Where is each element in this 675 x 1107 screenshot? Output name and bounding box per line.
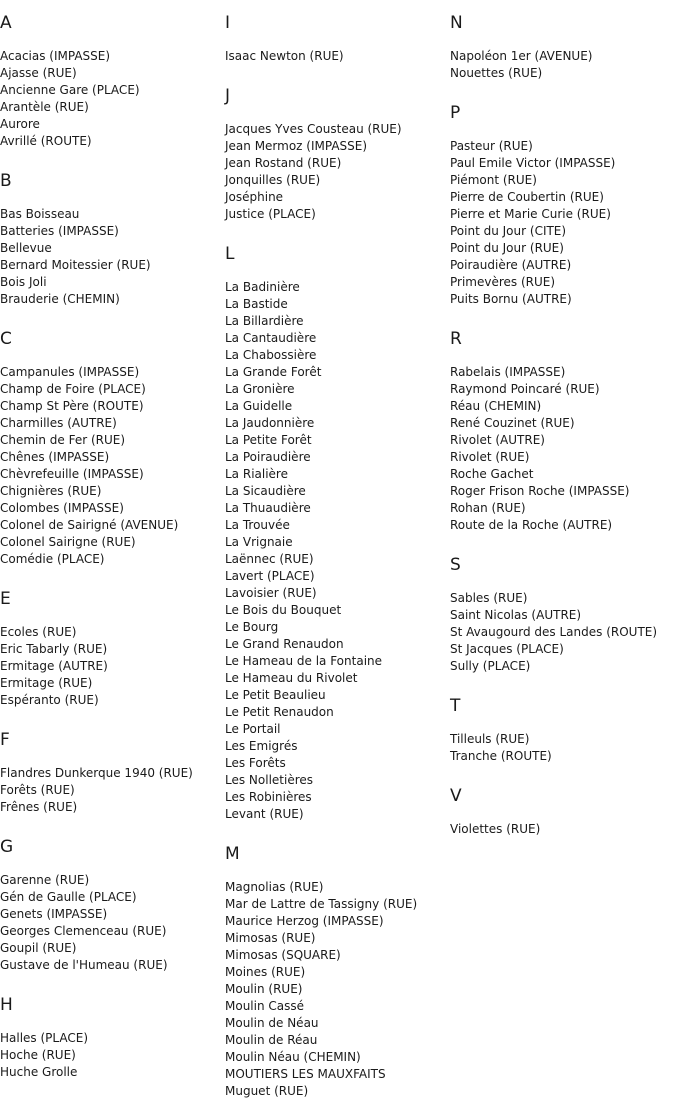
street-item: Route de la Roche (AUTRE) xyxy=(450,518,613,532)
street-item: Avrillé (ROUTE) xyxy=(0,134,92,148)
street-item: Rivolet (AUTRE) xyxy=(450,433,545,447)
street-item: Puits Bornu (AUTRE) xyxy=(450,292,572,306)
street-item: Le Petit Renaudon xyxy=(225,705,334,719)
letter-heading: S xyxy=(450,555,461,575)
street-item: La Vrignaie xyxy=(225,535,293,549)
street-item: La Guidelle xyxy=(225,399,293,413)
letter-group-l xyxy=(225,243,447,823)
letter-heading: A xyxy=(0,13,12,33)
street-item: Le Petit Beaulieu xyxy=(225,688,326,702)
street-item: La Bastide xyxy=(225,297,288,311)
street-item: Réau (CHEMIN) xyxy=(450,399,542,413)
street-item: Aurore xyxy=(0,117,40,131)
street-item: La Rialière xyxy=(225,467,288,481)
street-item: Eric Tabarly (RUE) xyxy=(0,642,108,656)
street-item: Chemin de Fer (RUE) xyxy=(0,433,126,447)
street-item: Levant (RUE) xyxy=(225,807,304,821)
street-item: Jonquilles (RUE) xyxy=(225,173,321,187)
street-item: Les Robinières xyxy=(225,790,312,804)
street-item: Tranche (ROUTE) xyxy=(450,749,552,763)
street-item: Napoléon 1er (AVENUE) xyxy=(450,49,593,63)
street-item: Chèvrefeuille (IMPASSE) xyxy=(0,467,144,481)
street-item: Arantèle (RUE) xyxy=(0,100,89,114)
street-item: Pierre et Marie Curie (RUE) xyxy=(450,207,611,221)
letter-group-h xyxy=(0,994,222,1081)
street-item: Tilleuls (RUE) xyxy=(450,732,530,746)
street-item: Le Hameau de la Fontaine xyxy=(225,654,383,668)
street-item: Maurice Herzog (IMPASSE) xyxy=(225,914,384,928)
street-item: Moulin de Néau xyxy=(225,1016,319,1030)
street-item: St Avaugourd des Landes (ROUTE) xyxy=(450,625,658,639)
street-item: Sables (RUE) xyxy=(450,591,528,605)
street-list xyxy=(0,364,222,568)
street-item: Georges Clemenceau (RUE) xyxy=(0,924,167,938)
street-item: Roger Frison Roche (IMPASSE) xyxy=(450,484,630,498)
street-item: Chênes (IMPASSE) xyxy=(0,450,110,464)
street-item: Les Forêts xyxy=(225,756,286,770)
street-item: La Badinière xyxy=(225,280,300,294)
street-item: St Jacques (PLACE) xyxy=(450,642,564,656)
street-item: Hoche (RUE) xyxy=(0,1048,76,1062)
street-item: Piémont (RUE) xyxy=(450,173,537,187)
street-item: Les Nolletières xyxy=(225,773,314,787)
street-item: Les Emigrés xyxy=(225,739,298,753)
letter-heading: T xyxy=(450,696,461,716)
street-item: Primevères (RUE) xyxy=(450,275,556,289)
street-item: Nouettes (RUE) xyxy=(450,66,543,80)
letter-group-i xyxy=(225,12,447,65)
street-item: Gén de Gaulle (PLACE) xyxy=(0,890,137,904)
letter-group-c xyxy=(0,328,222,568)
street-item: La Billardière xyxy=(225,314,304,328)
street-item: Campanules (IMPASSE) xyxy=(0,365,140,379)
street-list xyxy=(450,138,672,308)
street-item: La Grande Forêt xyxy=(225,365,322,379)
column-1 xyxy=(0,12,222,1081)
street-list xyxy=(225,279,447,823)
street-item: Point du Jour (RUE) xyxy=(450,241,564,255)
street-item: Goupil (RUE) xyxy=(0,941,77,955)
street-item: Ermitage (AUTRE) xyxy=(0,659,108,673)
letter-heading: H xyxy=(0,995,13,1015)
letter-heading: M xyxy=(225,844,240,864)
street-item: Jean Mermoz (IMPASSE) xyxy=(225,139,368,153)
street-item: Paul Emile Victor (IMPASSE) xyxy=(450,156,616,170)
street-item: Acacias (IMPASSE) xyxy=(0,49,111,63)
street-item: Isaac Newton (RUE) xyxy=(225,49,344,63)
street-item: Huche Grolle xyxy=(0,1065,78,1079)
street-item: Forêts (RUE) xyxy=(0,783,75,797)
street-item: Le Bois du Bouquet xyxy=(225,603,342,617)
letter-group-s xyxy=(450,554,672,675)
street-item: Rabelais (IMPASSE) xyxy=(450,365,566,379)
street-item: Rivolet (RUE) xyxy=(450,450,530,464)
street-item: Ajasse (RUE) xyxy=(0,66,77,80)
letter-heading: P xyxy=(450,103,461,123)
street-item: Mimosas (RUE) xyxy=(225,931,316,945)
letter-heading: C xyxy=(0,329,12,349)
street-item: Bois Joli xyxy=(0,275,47,289)
street-item: Laënnec (RUE) xyxy=(225,552,314,566)
street-item: Espéranto (RUE) xyxy=(0,693,99,707)
letter-heading: F xyxy=(0,730,10,750)
street-item: Mar de Lattre de Tassigny (RUE) xyxy=(225,897,418,911)
street-item: Pierre de Coubertin (RUE) xyxy=(450,190,604,204)
letter-heading: N xyxy=(450,13,463,33)
street-item: Moulin Cassé xyxy=(225,999,305,1013)
street-item: René Couzinet (RUE) xyxy=(450,416,575,430)
street-item: Bellevue xyxy=(0,241,52,255)
street-item: Genets (IMPASSE) xyxy=(0,907,108,921)
street-item: Justice (PLACE) xyxy=(225,207,316,221)
street-item: Moulin Néau (CHEMIN) xyxy=(225,1050,361,1064)
street-item: La Petite Forêt xyxy=(225,433,312,447)
street-list xyxy=(225,121,447,223)
street-item: Moulin de Réau xyxy=(225,1033,318,1047)
letter-heading: L xyxy=(225,244,235,264)
street-item: MOUTIERS LES MAUXFAITS xyxy=(225,1067,386,1081)
letter-group-f xyxy=(0,729,222,816)
street-item: Lavert (PLACE) xyxy=(225,569,315,583)
letter-group-b xyxy=(0,170,222,308)
street-item: Bas Boisseau xyxy=(0,207,80,221)
street-item: Ancienne Gare (PLACE) xyxy=(0,83,140,97)
letter-group-a xyxy=(0,12,222,150)
street-item: Brauderie (CHEMIN) xyxy=(0,292,120,306)
street-item: Joséphine xyxy=(225,190,284,204)
letter-heading: G xyxy=(0,837,14,857)
street-list xyxy=(0,872,222,974)
letter-group-m xyxy=(225,843,447,1100)
street-item: Le Bourg xyxy=(225,620,279,634)
street-item: Poiraudière (AUTRE) xyxy=(450,258,572,272)
letter-group-e xyxy=(0,588,222,709)
street-item: Chignières (RUE) xyxy=(0,484,102,498)
street-item: Halles (PLACE) xyxy=(0,1031,89,1045)
street-item: Batteries (IMPASSE) xyxy=(0,224,119,238)
street-list xyxy=(0,206,222,308)
street-list xyxy=(225,879,447,1100)
street-item: Gustave de l'Humeau (RUE) xyxy=(0,958,168,972)
street-item: Rohan (RUE) xyxy=(450,501,526,515)
column-2 xyxy=(225,12,447,1100)
street-item: Lavoisier (RUE) xyxy=(225,586,317,600)
street-list xyxy=(450,590,672,675)
letter-group-g xyxy=(0,836,222,974)
letter-group-n xyxy=(450,12,672,82)
street-item: Muguet (RUE) xyxy=(225,1084,309,1098)
street-item: La Cantaudière xyxy=(225,331,317,345)
street-item: Champ St Père (ROUTE) xyxy=(0,399,144,413)
street-item: Le Portail xyxy=(225,722,281,736)
street-item: Sully (PLACE) xyxy=(450,659,531,673)
street-item: La Trouvée xyxy=(225,518,290,532)
street-item: Colonel de Sairigné (AVENUE) xyxy=(0,518,179,532)
street-item: Colonel Sairigne (RUE) xyxy=(0,535,136,549)
letter-heading: E xyxy=(0,589,11,609)
letter-heading: R xyxy=(450,329,462,349)
street-list xyxy=(225,48,447,65)
letter-group-t xyxy=(450,695,672,765)
street-list xyxy=(0,765,222,816)
street-item: Magnolias (RUE) xyxy=(225,880,324,894)
street-item: Violettes (RUE) xyxy=(450,822,541,836)
street-item: Frênes (RUE) xyxy=(0,800,78,814)
street-item: Garenne (RUE) xyxy=(0,873,90,887)
street-list xyxy=(0,624,222,709)
street-item: Point du Jour (CITE) xyxy=(450,224,567,238)
street-item: Charmilles (AUTRE) xyxy=(0,416,117,430)
street-item: La Jaudonnière xyxy=(225,416,315,430)
street-item: Flandres Dunkerque 1940 (RUE) xyxy=(0,766,193,780)
street-item: Ermitage (RUE) xyxy=(0,676,93,690)
street-list xyxy=(450,731,672,765)
street-item: Roche Gachet xyxy=(450,467,534,481)
street-item: La Poiraudière xyxy=(225,450,311,464)
street-item: La Chabossière xyxy=(225,348,317,362)
street-item: La Sicaudière xyxy=(225,484,306,498)
street-list xyxy=(450,48,672,82)
street-item: Moines (RUE) xyxy=(225,965,306,979)
letter-heading: V xyxy=(450,786,462,806)
letter-heading: J xyxy=(225,86,231,106)
street-item: Raymond Poincaré (RUE) xyxy=(450,382,600,396)
street-item: Saint Nicolas (AUTRE) xyxy=(450,608,582,622)
street-list xyxy=(0,1030,222,1081)
street-list xyxy=(0,48,222,150)
letter-group-v xyxy=(450,785,672,838)
letter-group-r xyxy=(450,328,672,534)
street-item: Le Grand Renaudon xyxy=(225,637,344,651)
letter-heading: I xyxy=(225,13,231,33)
street-item: Moulin (RUE) xyxy=(225,982,303,996)
street-list xyxy=(450,364,672,534)
street-item: Le Hameau du Rivolet xyxy=(225,671,358,685)
street-item: Champ de Foire (PLACE) xyxy=(0,382,146,396)
street-item: La Gronière xyxy=(225,382,295,396)
letter-group-p xyxy=(450,102,672,308)
street-list xyxy=(450,821,672,838)
street-item: Comédie (PLACE) xyxy=(0,552,105,566)
street-item: Jacques Yves Cousteau (RUE) xyxy=(225,122,402,136)
street-item: Bernard Moitessier (RUE) xyxy=(0,258,151,272)
street-item: Mimosas (SQUARE) xyxy=(225,948,341,962)
street-item: Jean Rostand (RUE) xyxy=(225,156,342,170)
street-item: Colombes (IMPASSE) xyxy=(0,501,124,515)
street-item: Pasteur (RUE) xyxy=(450,139,533,153)
street-item: La Thuaudière xyxy=(225,501,311,515)
letter-group-j xyxy=(225,85,447,223)
street-item: Ecoles (RUE) xyxy=(0,625,77,639)
letter-heading: B xyxy=(0,171,12,191)
column-3 xyxy=(450,12,672,838)
